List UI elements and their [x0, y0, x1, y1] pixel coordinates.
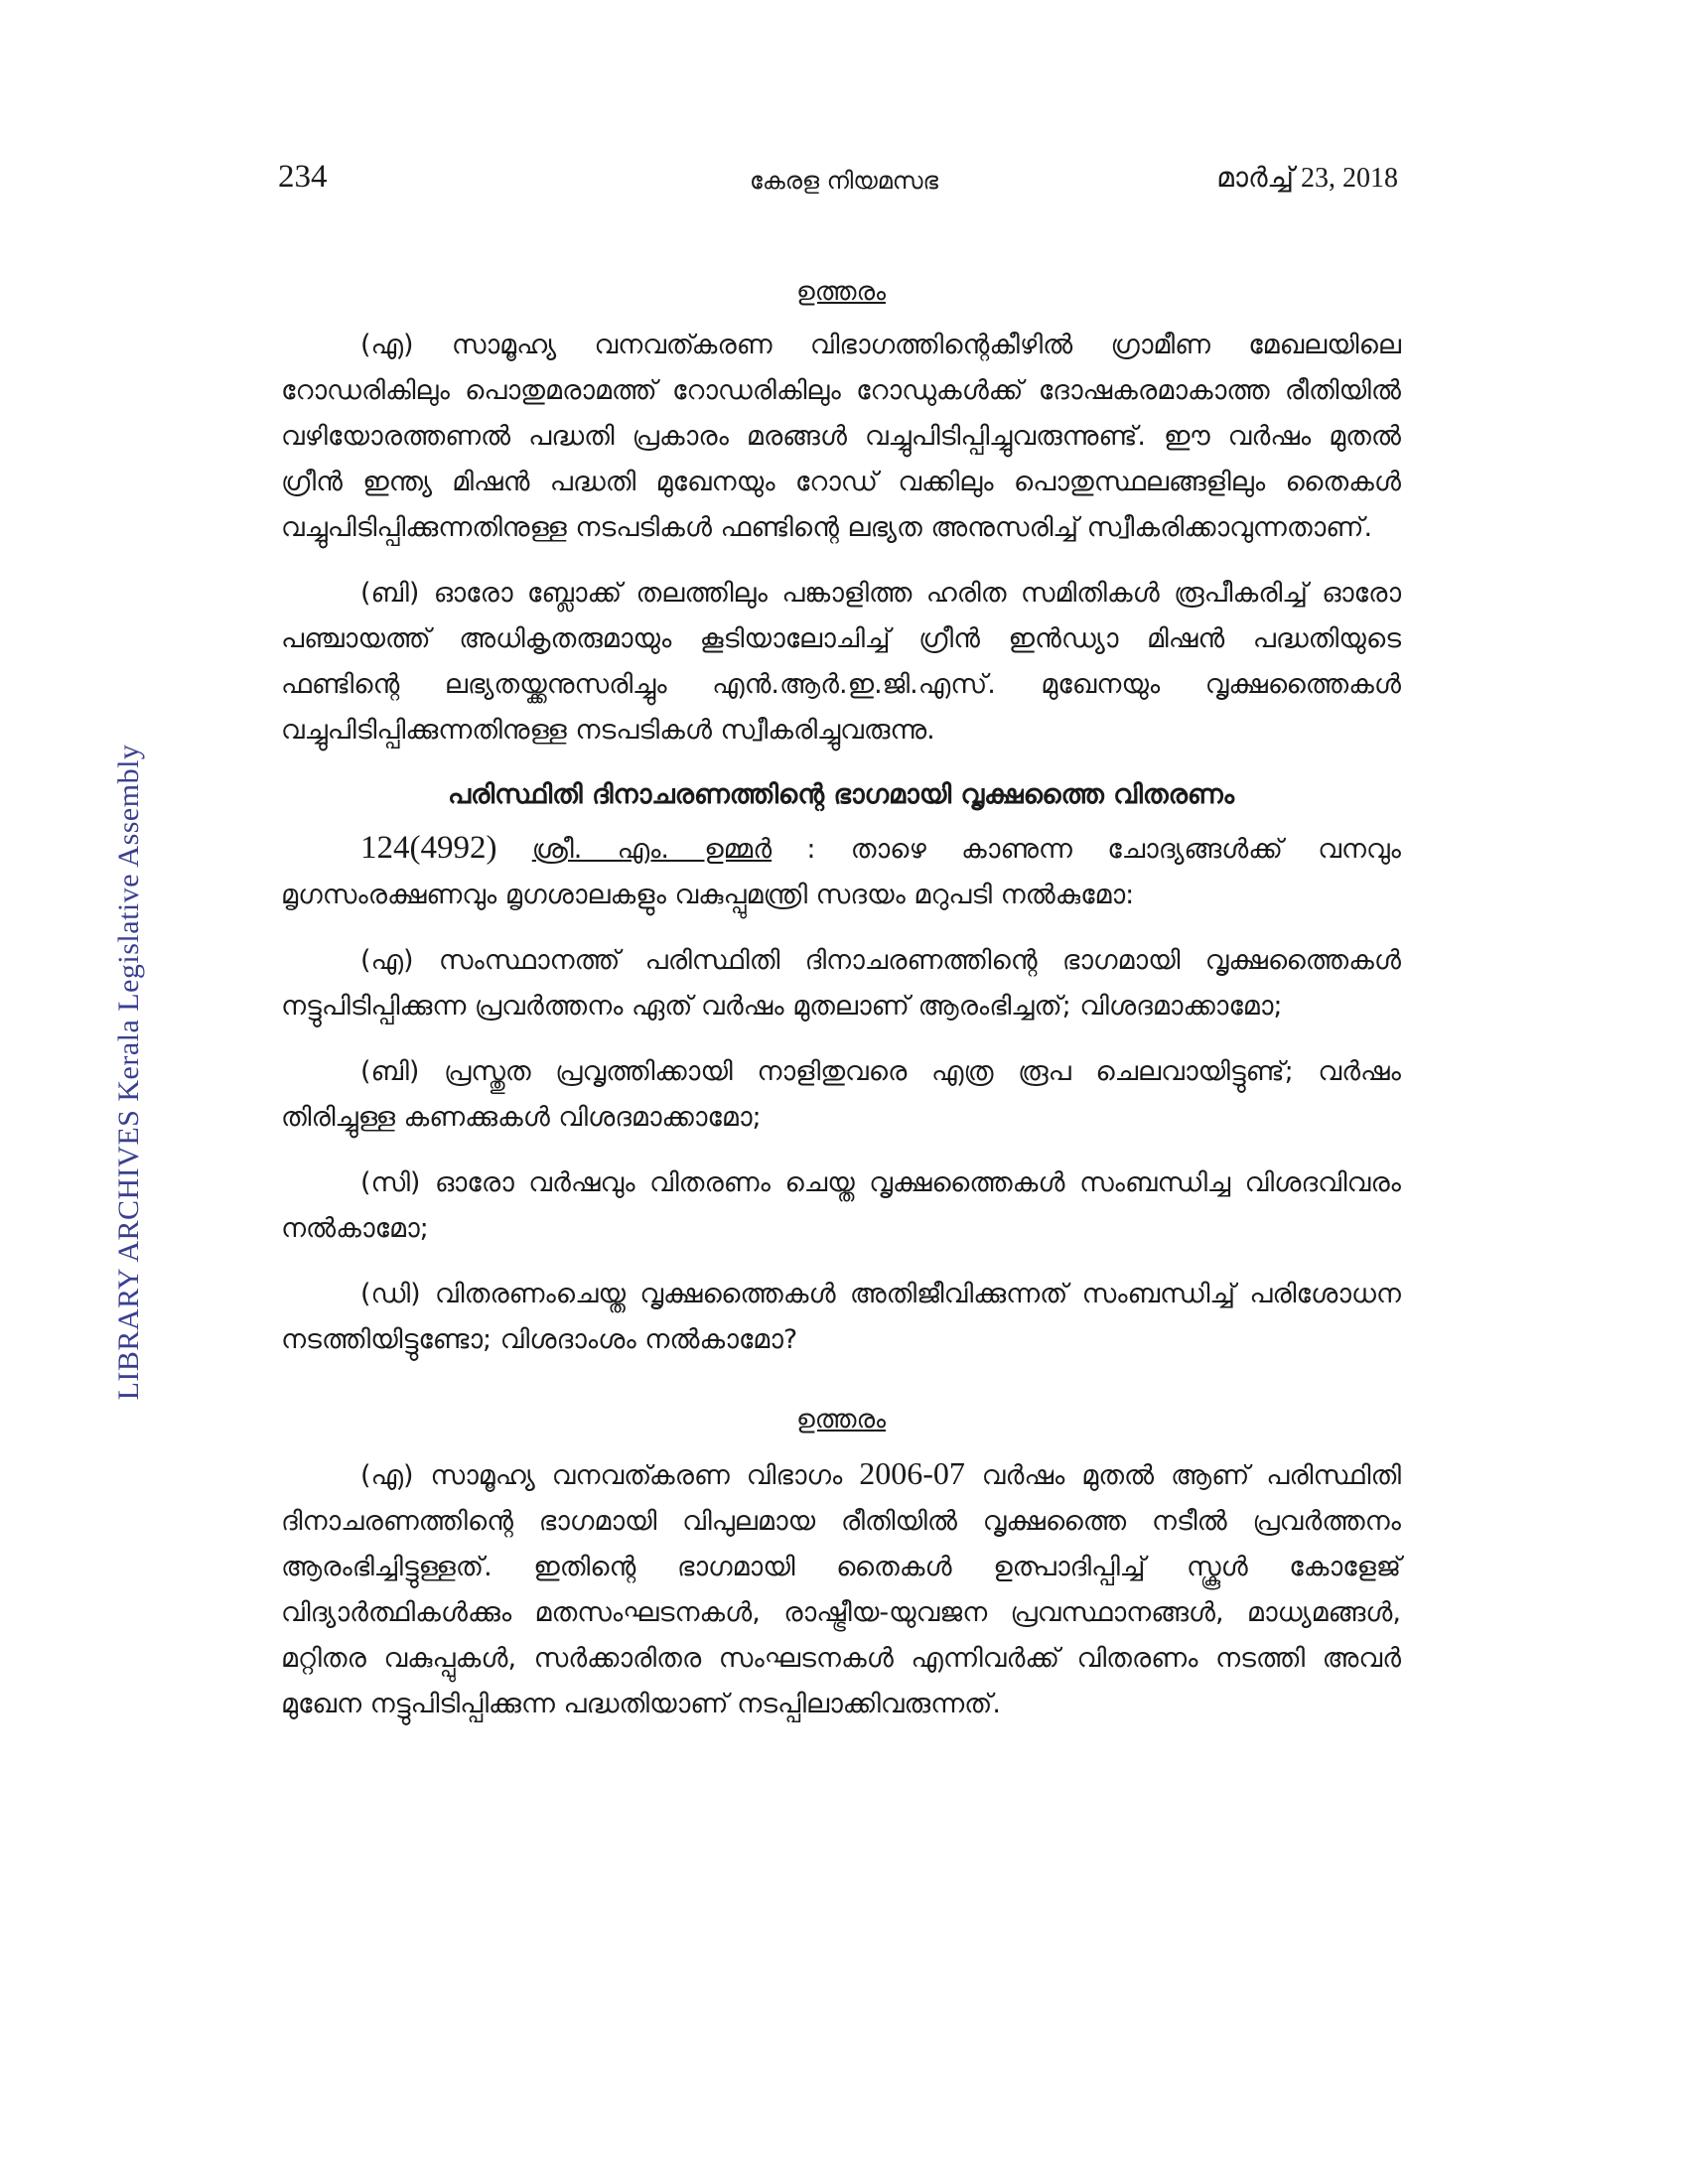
answer2-text-start: (എ) സാമൂഹ്യ വനവത്കരണ വിഭാഗം	[360, 1460, 860, 1491]
question-d: (ഡി) വിതരണംചെയ്ത വൃക്ഷത്തൈകൾ അതിജീവിക്കുന്നത് സംബന്ധിച്ച് പരിശോധന നടത്തിയിട്ടുണ്ടോ; വിശദാംശം നൽകാമോ?	[281, 1279, 1401, 1355]
answer-heading-2: ഉത്തരം	[796, 1405, 886, 1434]
question-number: 124(4992)	[360, 830, 497, 866]
question-intro	[281, 825, 1401, 918]
member-name: ശ്രീ. എം. ഉമ്മർ	[531, 834, 773, 865]
watermark-text: LIBRARY ARCHIVES Kerala Legislative Assembly	[112, 744, 145, 1401]
question-b: (ബി) പ്രസ്തുത പ്രവൃത്തിക്കായി നാളിതുവരെ എത്ര രൂപ ചെലവായിട്ടുണ്ട്; വർഷം തിരിച്ചുള്ള കണക്കുകൾ വിശദമാക്കാമോ;	[281, 1056, 1401, 1133]
answer2-year: 2006-07	[859, 1455, 965, 1491]
document-body	[281, 273, 1401, 1747]
question-title: പരിസ്ഥിതി ദിനാചരണത്തിന്റെ ഭാഗമായി വൃക്ഷത്തൈ വിതരണം	[447, 779, 1235, 810]
question-c: (സി) ഓരോ വർഷവും വിതരണം ചെയ്ത വൃക്ഷത്തൈകൾ സംബന്ധിച്ച വിശദവിവരം നൽകാമോ;	[281, 1167, 1401, 1244]
question-a: (എ) സംസ്ഥാനത്ത് പരിസ്ഥിതി ദിനാചരണത്തിന്റെ ഭാഗമായി വൃക്ഷത്തൈകൾ നട്ടുപിടിപ്പിക്കുന്ന പ്രവർത്തനം ഏത് വർഷം മുതലാണ് ആരംഭിച്ചത്; വിശദമാക്കാമോ;	[281, 945, 1401, 1022]
answer-heading: ഉത്തരം	[796, 277, 886, 307]
page-header-date: മാർച്ച് 23, 2018	[1216, 163, 1398, 194]
answer2-text-rest: വർഷം മുതൽ ആണ് പരിസ്ഥിതി ദിനാചരണത്തിന്റെ ഭാഗമായി വിപുലമായ രീതിയിൽ വൃക്ഷത്തൈ നടീൽ പ്രവർത്തനം ആരംഭിച്ചിട്ടുള്ളത്. ഇതിന്റെ ഭാഗമായി തൈകൾ ഉത്പാദിപ്പിച്ച് സ്കൂൾ കോളേജ് വിദ്യാർത്ഥികൾക്കും മതസംഘടനകൾ, രാഷ്ട്രീയ-യുവജന പ്രവസ്ഥാനങ്ങൾ, മാധ്യമങ്ങൾ, മറ്റിതര വകുപ്പുകൾ, സർക്കാരിതര സംഘടനകൾ എന്നിവർക്ക് വിതരണം നടത്തി അവർ മുഖേന നട്ടുപിടിപ്പിക്കുന്ന പദ്ധതിയാണ് നടപ്പിലാക്കിവരുന്നത്.	[281, 1460, 1401, 1719]
question-intro-text: : താഴെ കാണുന്ന ചോദ്യങ്ങൾക്ക് വനവും മൃഗസംരക്ഷണവും മൃഗശാലകളും വകുപ്പുമന്ത്രി സദയം മറുപടി നൽകുമോ:	[281, 834, 1401, 910]
answer-paragraph-a: (എ) സാമൂഹ്യ വനവത്കരണ വിഭാഗത്തിന്റെകീഴിൽ ഗ്രാമീണ മേഖലയിലെ റോഡരികിലും പൊതുമരാമത്ത് റോഡരികിലും റോഡുകൾക്ക് ദോഷകരമാകാത്ത രീതിയിൽ വഴിയോരത്തണൽ പദ്ധതി പ്രകാരം മരങ്ങൾ വച്ചുപിടിപ്പിച്ചുവരുന്നുണ്ട്. ഈ വർഷം മുതൽ ഗ്രീൻ ഇന്ത്യ മിഷൻ പദ്ധതി മുഖേനയും റോഡ് വക്കിലും പൊതുസ്ഥലങ്ങളിലും തൈകൾ വച്ചുപിടിപ്പിക്കുന്നതിനുള്ള നടപടികൾ ഫണ്ടിന്റെ ലഭ്യത അനുസരിച്ച് സ്വീകരിക്കാവുന്നതാണ്.	[281, 330, 1401, 543]
answer-paragraph-b: (ബി) ഓരോ ബ്ലോക്ക് തലത്തിലും പങ്കാളിത്ത ഹരിത സമിതികൾ രൂപീകരിച്ച് ഓരോ പഞ്ചായത്ത് അധികൃതരുമായും കൂടിയാലോചിച്ച് ഗ്രീൻ ഇൻഡ്യാ മിഷൻ പദ്ധതിയുടെ ഫണ്ടിന്റെ ലഭ്യതയ്ക്കനുസരിച്ചും എൻ.ആർ.ഇ.ജി.എസ്. മുഖേനയും വൃക്ഷത്തൈകൾ വച്ചുപിടിപ്പിക്കുന്നതിനുള്ള നടപടികൾ സ്വീകരിച്ചുവരുന്നു.	[281, 578, 1401, 746]
page-header-title: കേരള നിയമസഭ	[749, 167, 939, 195]
answer2-paragraph-a	[281, 1450, 1401, 1727]
page-number: 234	[278, 159, 328, 195]
